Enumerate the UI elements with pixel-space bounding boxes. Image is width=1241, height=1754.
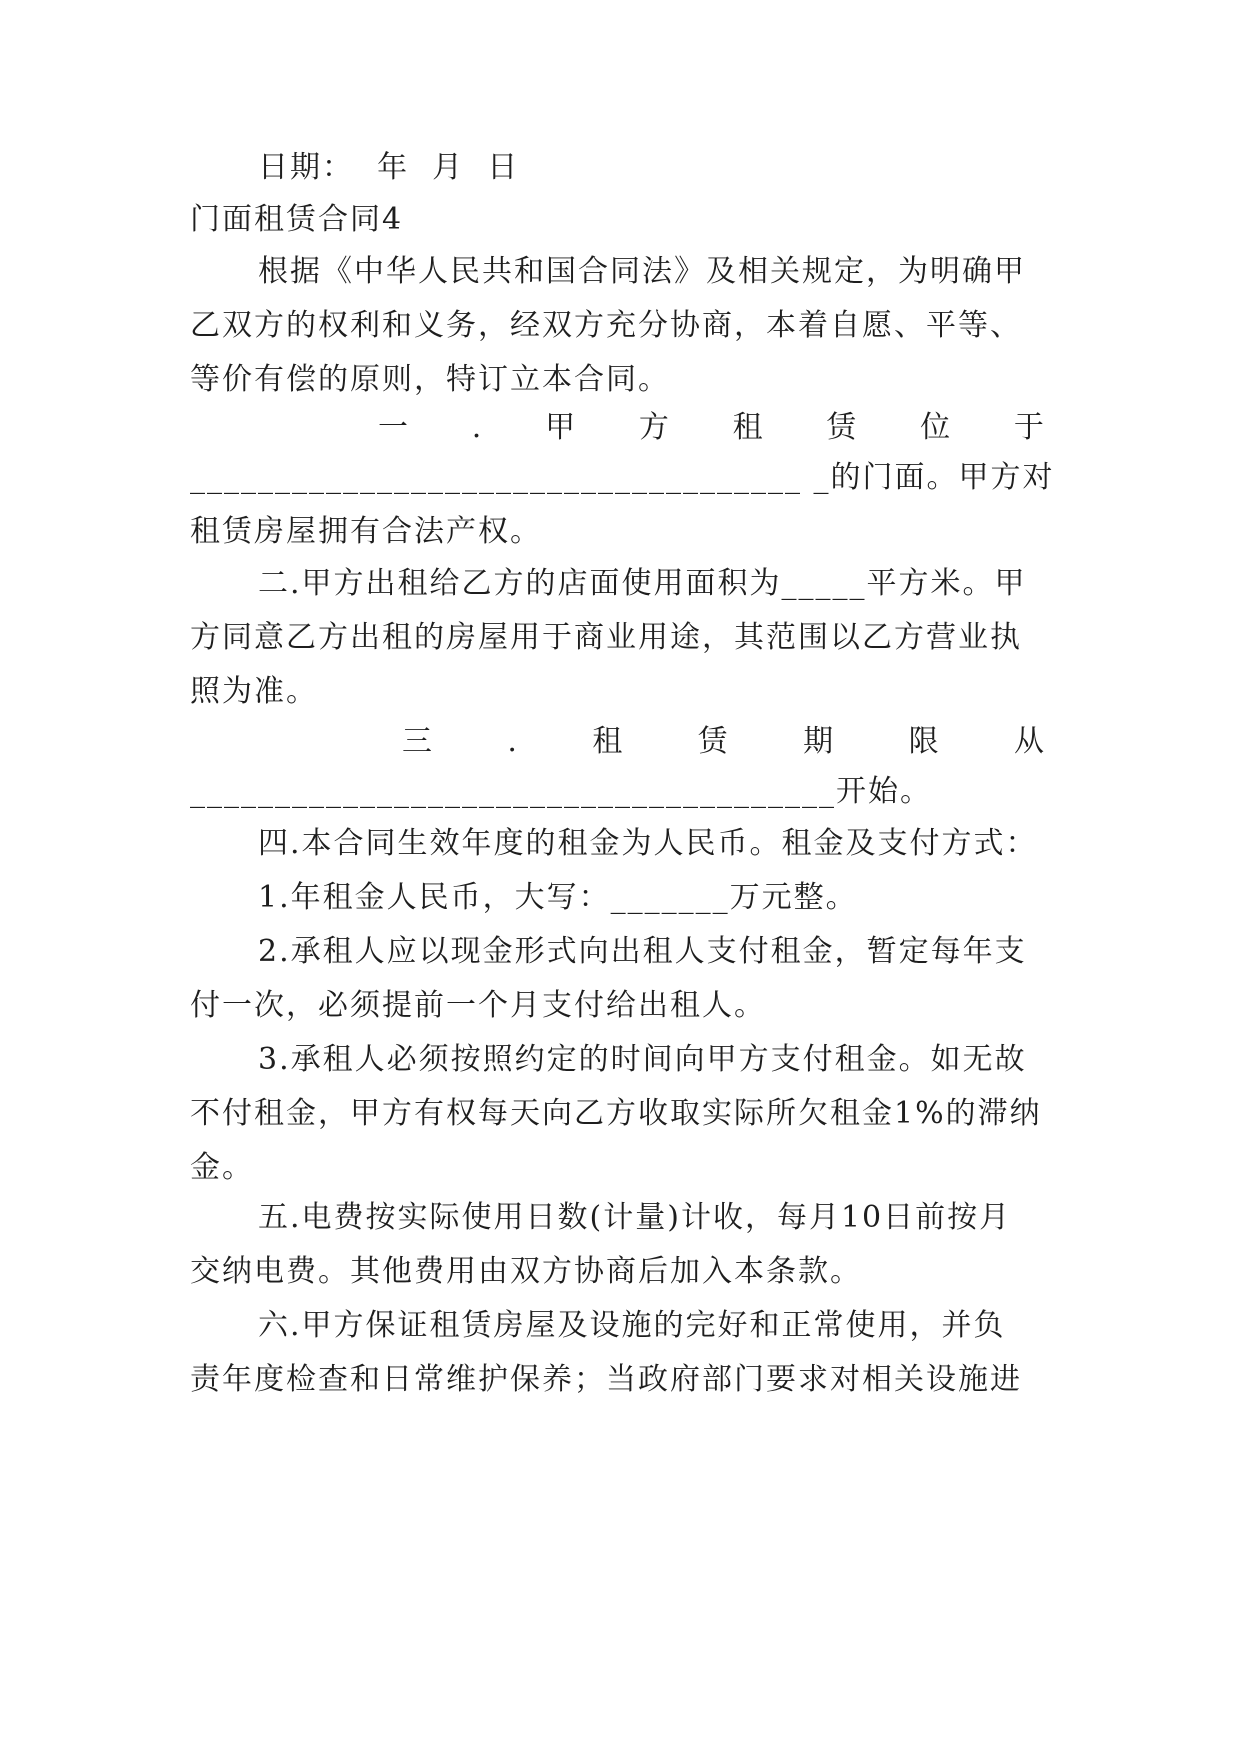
clause-1-char: 于	[1013, 410, 1044, 445]
clause-4-item-3-line-2: 不付租金，甲方有权每天向乙方收取实际所欠租金1%的滞纳	[190, 1096, 1042, 1131]
clause-3-char: 限	[908, 724, 939, 759]
clause-4-item-2-line-2: 付一次，必须提前一个月支付给出租人。	[190, 988, 766, 1023]
clause-1-heading	[378, 408, 1044, 448]
clause-1-char: 租	[732, 410, 763, 445]
preamble-line-1: 根据《中华人民共和国合同法》及相关规定，为明确甲	[258, 254, 1026, 289]
clause-1-char: .	[471, 410, 482, 445]
clause-2-line-2: 方同意乙方出租的房屋用于商业用途，其范围以乙方营业执	[190, 620, 1022, 655]
clause-2-line-3: 照为准。	[190, 674, 318, 709]
clause-3-char: .	[507, 724, 517, 759]
clause-3-line-2: ______________________________________开始。	[190, 774, 932, 809]
clause-1-char: 赁	[826, 410, 857, 445]
clause-5-line-2: 交纳电费。其他费用由双方协商后加入本条款。	[190, 1254, 862, 1289]
clause-3-char: 期	[803, 724, 834, 759]
clause-4-line: 四.本合同生效年度的租金为人民币。租金及支付方式：	[258, 826, 1038, 861]
clause-6-line-1: 六.甲方保证租赁房屋及设施的完好和正常使用，并负	[258, 1308, 1006, 1343]
clause-1-char: 位	[920, 410, 951, 445]
clause-1-char: 一	[378, 410, 408, 445]
clause-4-item-1: 1.年租金人民币，大写：_______万元整。	[258, 880, 858, 915]
clause-3-char: 租	[592, 724, 623, 759]
clause-3-heading	[402, 722, 1044, 762]
clause-1-line-2: ____________________________________ _的门面。甲方对	[190, 460, 1055, 495]
clause-3-char: 赁	[697, 724, 728, 759]
contract-title: 门面租赁合同4	[190, 202, 404, 237]
clause-4-item-3-line-1: 3.承租人必须按照约定的时间向甲方支付租金。如无故	[258, 1042, 1027, 1077]
clause-3-char: 三	[402, 724, 432, 759]
clause-1-char: 甲	[545, 410, 576, 445]
preamble-line-3: 等价有偿的原则，特订立本合同。	[190, 362, 670, 397]
clause-5-line-1: 五.电费按实际使用日数(计量)计收，每月10日前按月	[258, 1200, 1012, 1235]
preamble-line-2: 乙双方的权利和义务，经双方充分协商，本着自愿、平等、	[190, 308, 1022, 343]
clause-2-line-1: 二.甲方出租给乙方的店面使用面积为_____平方米。甲	[258, 566, 1027, 601]
clause-1-char: 方	[638, 410, 669, 445]
clause-1-line-3: 租赁房屋拥有合法产权。	[190, 514, 542, 549]
date-line: 日期： 年 月 日	[258, 150, 520, 185]
clause-4-item-2-line-1: 2.承租人应以现金形式向出租人支付租金，暂定每年支	[258, 934, 1027, 969]
clause-4-item-3-line-3: 金。	[190, 1150, 254, 1185]
clause-6-line-2: 责年度检查和日常维护保养；当政府部门要求对相关设施进	[190, 1362, 1022, 1397]
clause-3-char: 从	[1013, 724, 1044, 759]
